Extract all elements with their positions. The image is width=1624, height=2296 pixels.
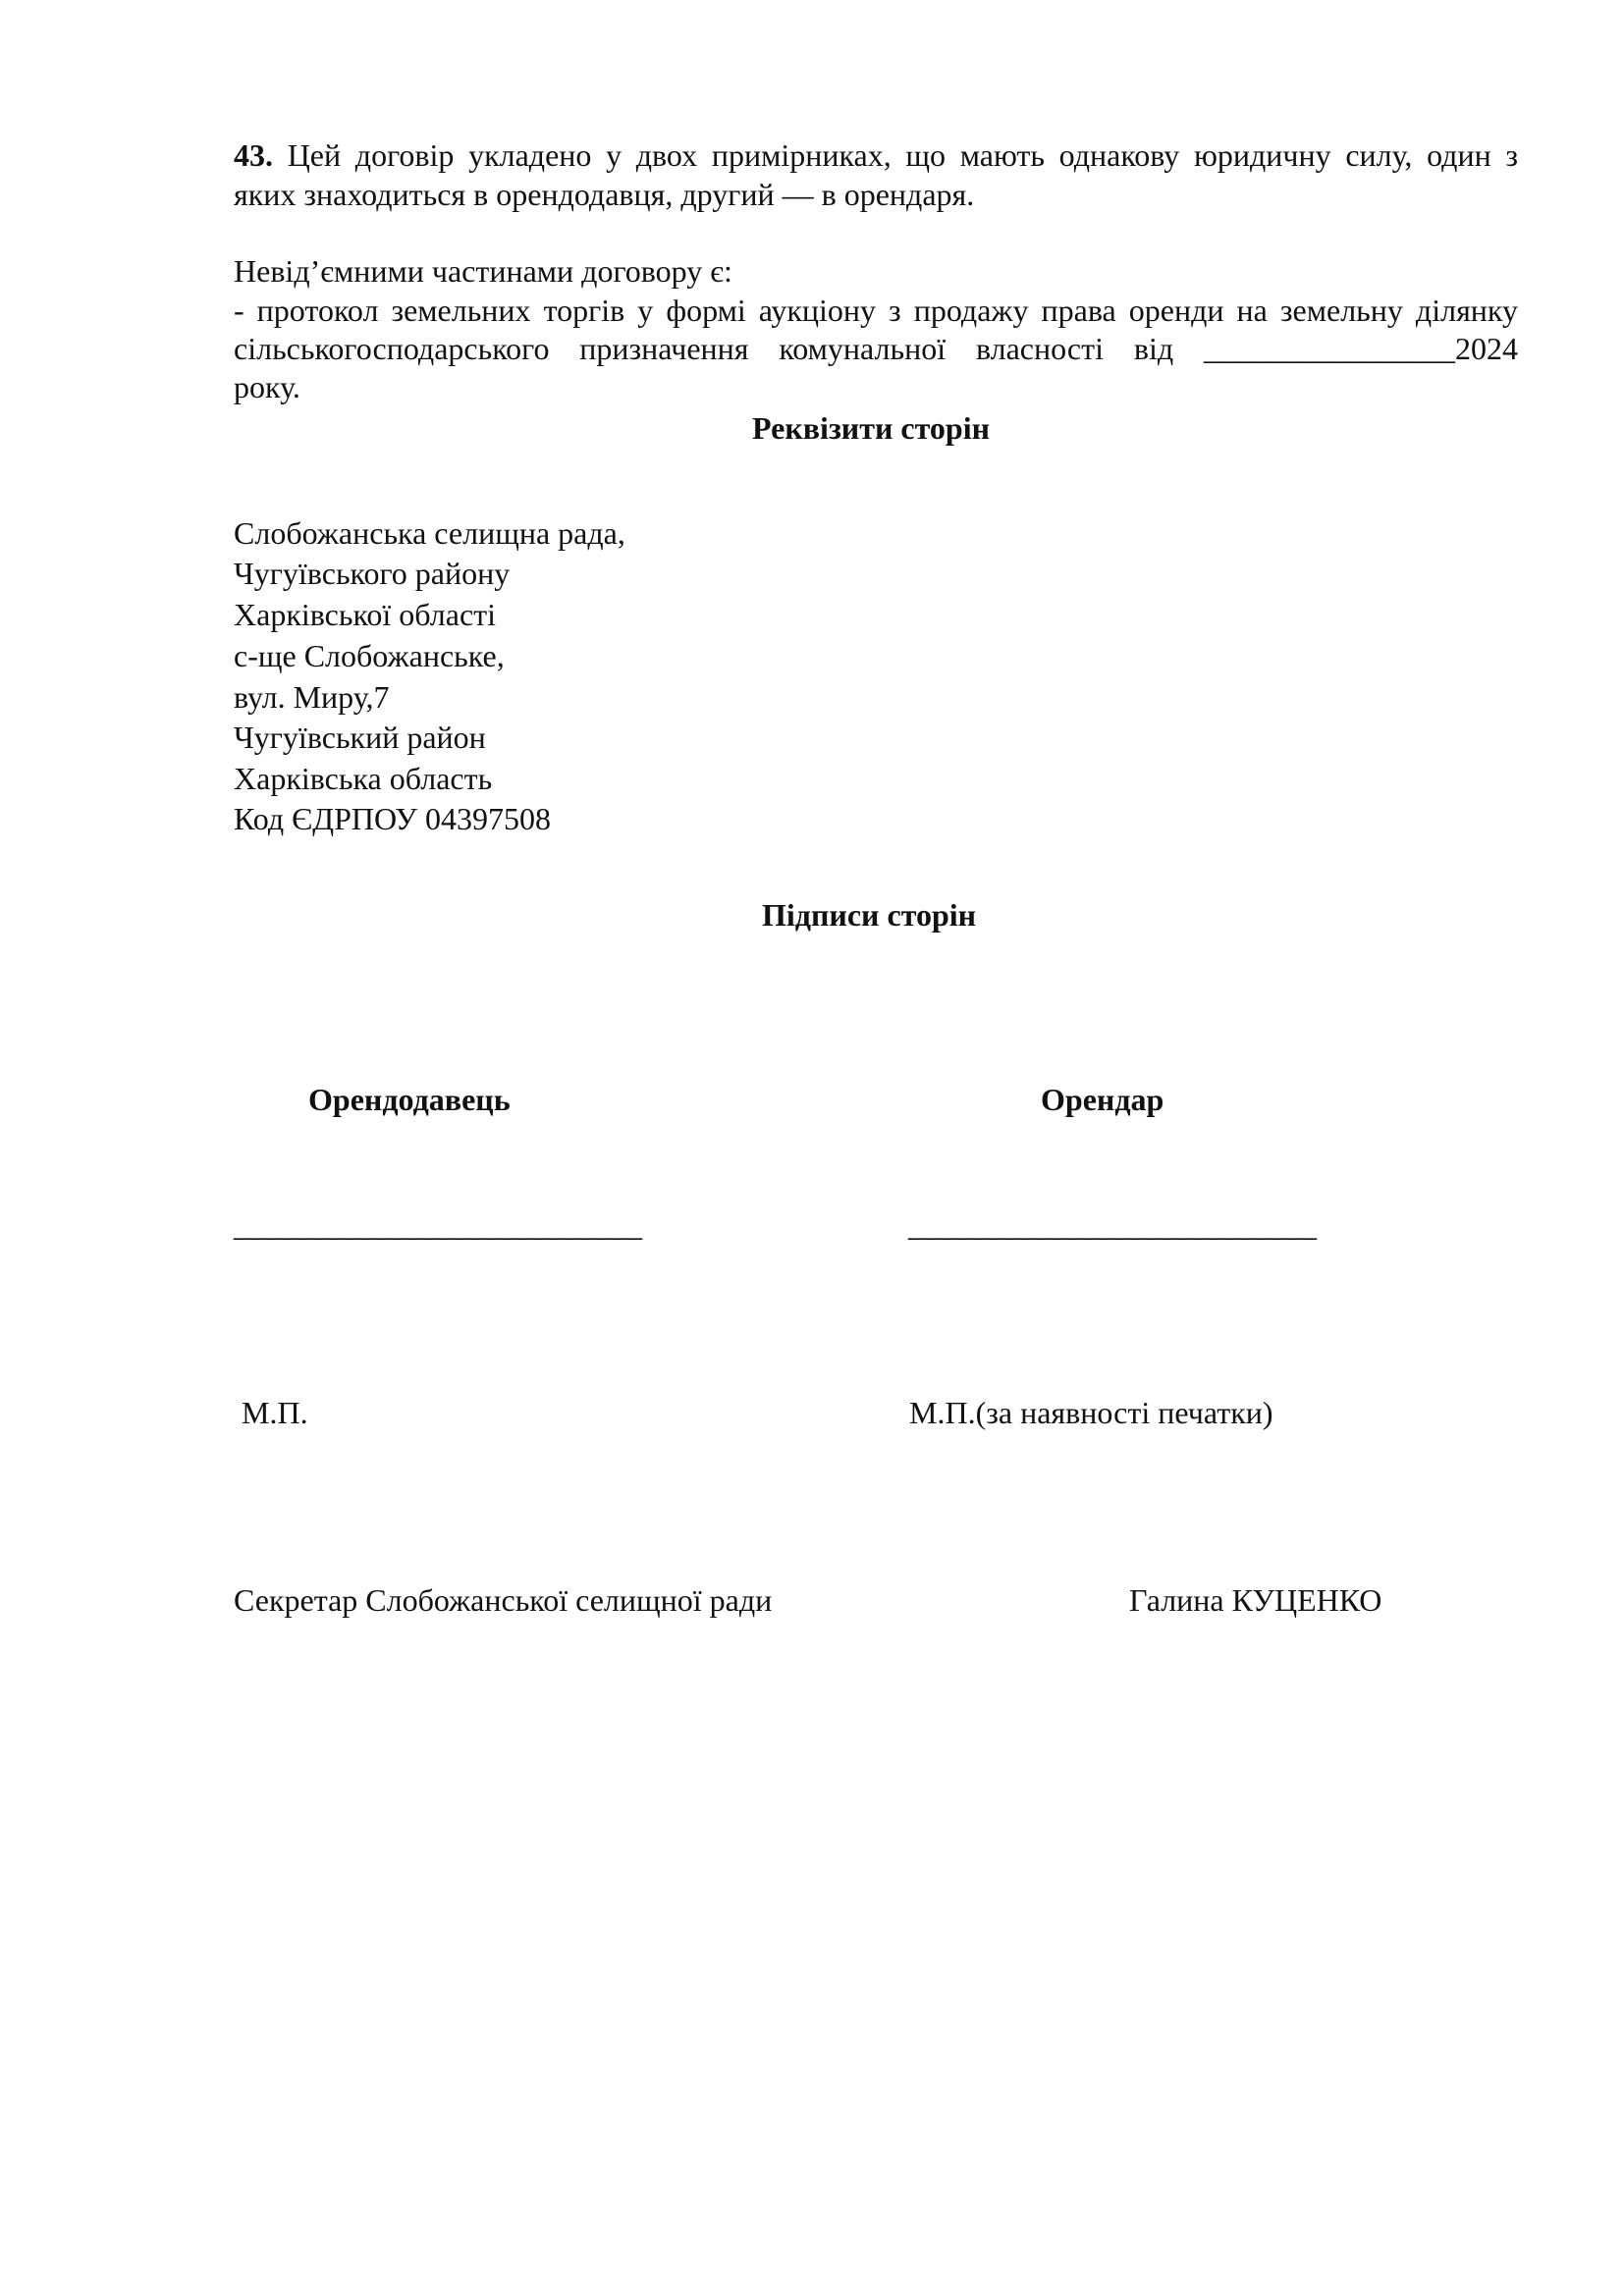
requisites-heading: Реквізити сторін bbox=[752, 410, 991, 446]
annexes-intro: Невід’ємними частинами договору є: bbox=[234, 253, 732, 289]
clause-number: 43. bbox=[234, 137, 273, 173]
requisites-line: Чугуївський район bbox=[234, 720, 486, 755]
requisites-line: Харківської області bbox=[234, 597, 497, 632]
clause-43-line2: яких знаходиться в орендодавця, другий — в орендаря. bbox=[234, 177, 975, 212]
signatures-heading: Підписи сторін bbox=[762, 897, 977, 933]
lessee-label: Орендар bbox=[1041, 1082, 1164, 1117]
annex-item-line1: - протокол земельних торгів у формі аукціону з продажу права оренди на земельну ділянку bbox=[234, 293, 1518, 328]
requisites-line: с-ще Слобожанське, bbox=[234, 638, 505, 673]
requisites-line: Чугуївського району bbox=[234, 556, 511, 591]
requisites-line: Харківська область bbox=[234, 761, 493, 796]
annex-item-line3: року. bbox=[234, 369, 300, 404]
requisites-line: Слобожанська селищна рада, bbox=[234, 515, 625, 551]
lessor-label: Орендодавець bbox=[308, 1082, 511, 1117]
requisites-line: Код ЄДРПОУ 04397508 bbox=[234, 801, 551, 836]
lessor-seal-label: М.П. bbox=[242, 1395, 308, 1430]
lessee-signature-line: __________________________ bbox=[908, 1207, 1317, 1243]
secretary-position: Секретар Слобожанської селищної ради bbox=[234, 1582, 773, 1618]
clause-text-line1: Цей договір укладено у двох примірниках, що мають однакову юридичну силу, один з bbox=[287, 137, 1519, 173]
clause-43-line1 bbox=[234, 137, 1518, 174]
annex-item-line2: сільськогосподарського призначення комунальної власності від ________________2024 bbox=[234, 331, 1518, 366]
requisites-line: вул. Миру,7 bbox=[234, 679, 390, 715]
lessee-seal-label: М.П.(за наявності печатки) bbox=[909, 1395, 1273, 1430]
secretary-name: Галина КУЦЕНКО bbox=[1129, 1582, 1382, 1618]
lessor-signature-line: __________________________ bbox=[234, 1207, 642, 1243]
